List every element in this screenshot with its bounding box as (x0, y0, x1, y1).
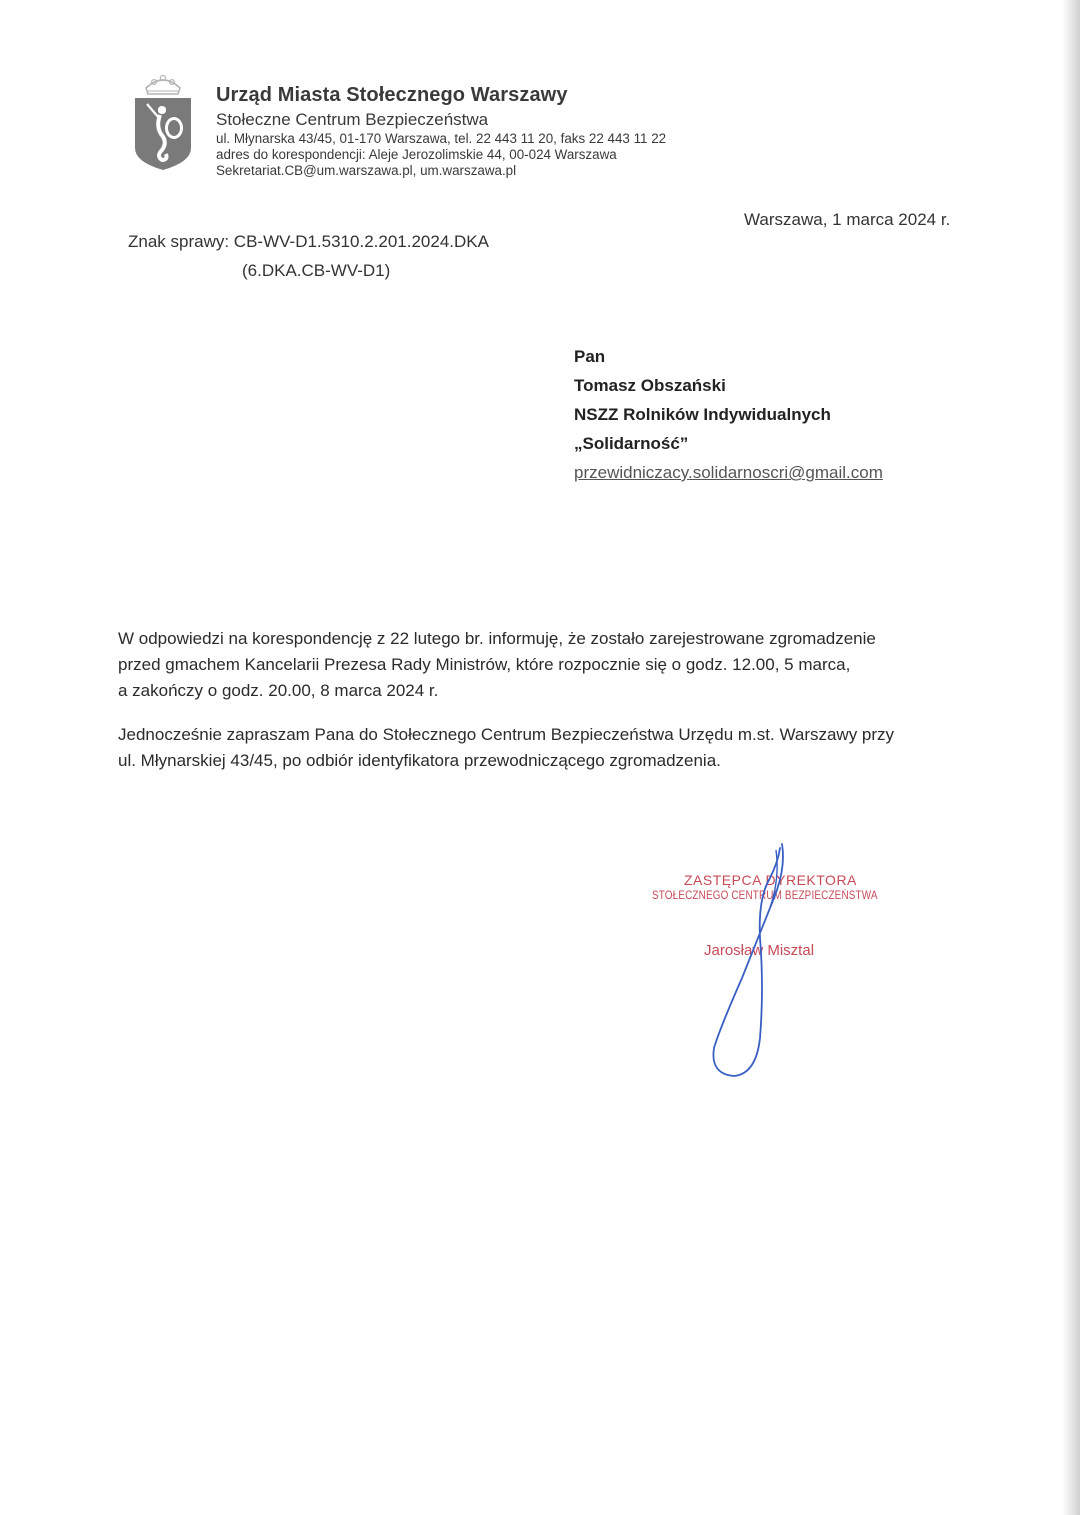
recipient-organization: NSZZ Rolników Indywidualnych (574, 405, 831, 424)
letter-body (118, 626, 978, 774)
paragraph-gap (118, 704, 978, 722)
paragraph-2-line-2: ul. Młynarskiej 43/45, po odbiór identyfikatora przewodniczącego zgromadzenia. (118, 751, 721, 770)
paragraph-1-line-1: W odpowiedzi na korespondencję z 22 lutego br. informuję, że zostało zarejestrowane zgromadzenie (118, 629, 876, 648)
recipient-email-link[interactable]: przewidniczacy.solidarnoscri@gmail.com (574, 463, 883, 482)
stamp-signer-name: Jarosław Misztal (704, 942, 815, 959)
address-line: ul. Młynarska 43/45, 01-170 Warszawa, tel. 22 443 11 20, faks 22 443 11 22 (216, 130, 667, 146)
correspondence-line: adres do korespondencji: Aleje Jerozolimskie 44, 00-024 Warszawa (216, 146, 617, 162)
warsaw-mermaid-crest-icon (132, 70, 194, 172)
recipient-organization-2: „Solidarność” (574, 434, 689, 453)
date-line: Warszawa, 1 marca 2024 r. (744, 210, 951, 229)
handwritten-signature (690, 838, 810, 1088)
recipient-name: Tomasz Obszański (574, 376, 726, 395)
contact-line: Sekretariat.CB@um.warszawa.pl, um.warszawa.pl (216, 163, 517, 179)
org-name: Urząd Miasta Stołecznego Warszawy (216, 84, 568, 106)
paragraph-1-line-2: przed gmachem Kancelarii Prezesa Rady Ministrów, które rozpocznie się o godz. 12.00, 5 marca, (118, 655, 851, 674)
case-sub-number: (6.DKA.CB-WV-D1) (242, 261, 391, 280)
scan-edge-shadow (1062, 0, 1080, 1515)
paragraph-2-line-1: Jednocześnie zapraszam Pana do Stołecznego Centrum Bezpieczeństwa Urzędu m.st. Warszawy przy (118, 725, 895, 744)
paragraph-1-line-3: a zakończy o godz. 20.00, 8 marca 2024 r. (118, 681, 439, 700)
org-unit: Stołeczne Centrum Bezpieczeństwa (216, 110, 489, 129)
letterhead (216, 84, 776, 179)
case-number: Znak sprawy: CB-WV-D1.5310.2.201.2024.DKA (128, 232, 489, 251)
recipient-block (574, 347, 883, 492)
recipient-salutation: Pan (574, 347, 606, 366)
stamp-institution: STOŁECZNEGO CENTRUM BEZPIECZEŃSTWA (652, 890, 878, 902)
stamp-title: ZASTĘPCA DYREKTORA (684, 872, 857, 888)
